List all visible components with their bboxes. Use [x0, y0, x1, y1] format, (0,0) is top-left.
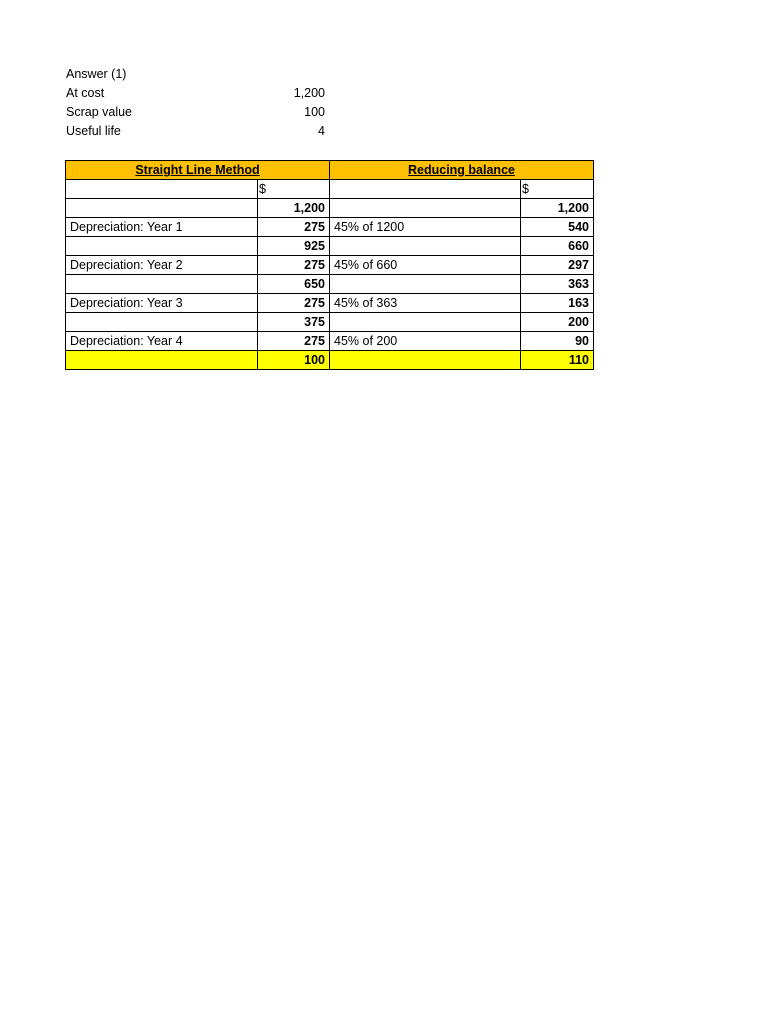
sl-row-value: 275: [258, 332, 330, 351]
useful-life-row: [66, 122, 328, 141]
rb-row-label: [330, 313, 521, 332]
sl-row-value: 275: [258, 256, 330, 275]
sl-row-label: Depreciation: Year 3: [66, 294, 258, 313]
rb-row-value: 540: [521, 218, 594, 237]
at-cost-row: [66, 84, 328, 103]
scrap-value-value: 100: [304, 105, 325, 119]
table-row: [66, 275, 594, 294]
sl-row-value: 650: [258, 275, 330, 294]
straight-line-header: Straight Line Method: [66, 161, 330, 180]
rb-row-label: 45% of 200: [330, 332, 521, 351]
rb-row-value: 297: [521, 256, 594, 275]
useful-life-label: Useful life: [66, 124, 121, 138]
scrap-value-row: [66, 103, 328, 122]
at-cost-value: 1,200: [293, 86, 325, 100]
sl-row-value: 275: [258, 218, 330, 237]
at-cost-label: At cost: [66, 86, 105, 100]
reducing-balance-header: Reducing balance: [330, 161, 594, 180]
sl-row-label: Depreciation: Year 1: [66, 218, 258, 237]
currency-row: [66, 180, 594, 199]
sl-row-label: [66, 199, 258, 218]
answer-title-row: [66, 65, 328, 84]
rb-row-label: [330, 275, 521, 294]
table-row: [66, 332, 594, 351]
sl-row-label: Depreciation: Year 2: [66, 256, 258, 275]
rb-row-label: [330, 199, 521, 218]
rb-row-value: 363: [521, 275, 594, 294]
sl-currency-symbol: $: [258, 180, 330, 199]
rb-row-value: 200: [521, 313, 594, 332]
table-row: [66, 313, 594, 332]
scrap-value-label: Scrap value: [66, 105, 133, 119]
rb-row-value: 163: [521, 294, 594, 313]
rb-row-value: 90: [521, 332, 594, 351]
sl-currency-blank: [66, 180, 258, 199]
sl-row-value: 275: [258, 294, 330, 313]
rb-currency-blank: [330, 180, 521, 199]
sl-row-value: 375: [258, 313, 330, 332]
table-row: [66, 294, 594, 313]
answer-title: Answer (1): [66, 67, 127, 81]
depreciation-table: [65, 160, 594, 370]
sl-row-label: [66, 237, 258, 256]
rb-final-label: [330, 351, 521, 370]
sl-row-label: Depreciation: Year 4: [66, 332, 258, 351]
table-row: [66, 218, 594, 237]
table-header-row: [66, 161, 594, 180]
table-row: [66, 237, 594, 256]
table-row: [66, 199, 594, 218]
rb-row-label: 45% of 363: [330, 294, 521, 313]
final-value-row: [66, 351, 594, 370]
rb-row-label: 45% of 660: [330, 256, 521, 275]
rb-row-label: [330, 237, 521, 256]
rb-row-label: 45% of 1200: [330, 218, 521, 237]
rb-currency-symbol: $: [521, 180, 594, 199]
sl-final-label: [66, 351, 258, 370]
rb-row-value: 1,200: [521, 199, 594, 218]
sl-row-label: [66, 275, 258, 294]
rb-row-value: 660: [521, 237, 594, 256]
rb-final-value: 110: [521, 351, 594, 370]
useful-life-value: 4: [318, 124, 325, 138]
sl-row-label: [66, 313, 258, 332]
sl-row-value: 925: [258, 237, 330, 256]
table-row: [66, 256, 594, 275]
sl-row-value: 1,200: [258, 199, 330, 218]
sl-final-value: 100: [258, 351, 330, 370]
answer-info-block: [66, 65, 328, 141]
